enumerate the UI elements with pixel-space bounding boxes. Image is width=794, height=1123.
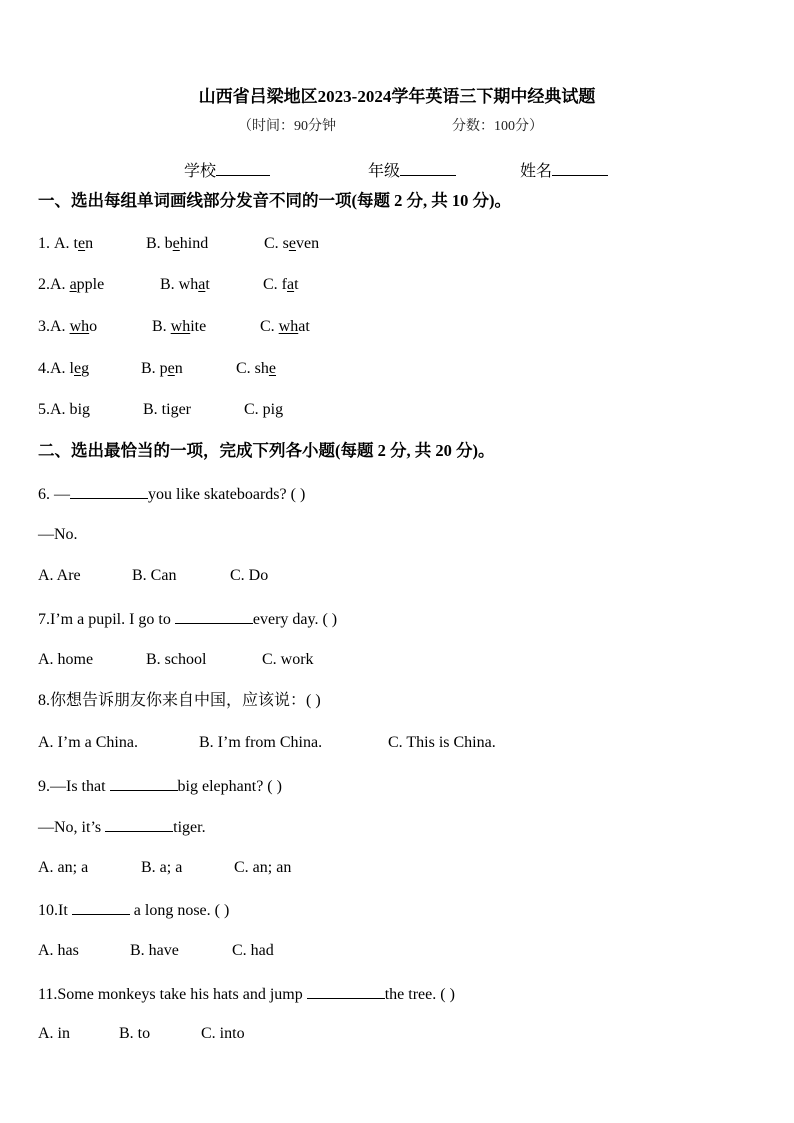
q3-number: 3. [38,318,50,335]
q10-option-a[interactable]: A. has [38,942,79,959]
question-8: 8.你想告诉朋友你来自中国，应该说：( ) [38,692,321,709]
question-10: 10.It a long nose. ( ) [38,899,229,921]
q3-option-c[interactable]: C. what [260,318,310,335]
name-input[interactable] [552,160,608,176]
school-label: 学校 [184,163,217,180]
exam-score: 分数：100分） [452,119,543,134]
page-title: 山西省吕梁地区2023-2024学年英语三下期中经典试题 [198,87,596,106]
q4-number: 4. [38,360,50,377]
q9-blank-2[interactable] [105,816,173,832]
q2-option-a[interactable]: A. apple [50,276,105,293]
grade-field [368,160,456,182]
q1-option-c[interactable]: C. seven [264,235,320,252]
q7-option-b[interactable]: B. school [146,651,207,668]
question-5 [38,400,90,420]
question-7: 7.I’m a pupil. I go to every day. ( ) [38,608,337,630]
school-field [184,160,270,182]
question-1 [38,234,93,254]
q8-option-b[interactable]: B. I’m from China. [199,734,323,751]
q4-option-c[interactable]: C. she [236,360,277,377]
q5-option-a[interactable]: A. big [50,401,91,418]
question-4 [38,359,89,379]
q11-option-b[interactable]: B. to [119,1025,151,1042]
question-2 [38,275,104,295]
q5-option-c[interactable]: C. pig [244,401,284,418]
section-2-heading: 二、选出最恰当的一项，完成下列各小题(每题 2 分, 共 20 分)。 [38,441,495,460]
q6-blank[interactable] [70,483,148,499]
grade-label: 年级 [368,163,401,180]
q10-blank[interactable] [72,899,130,915]
q1-option-a[interactable]: A. ten [54,235,94,252]
q6-option-b[interactable]: B. Can [132,567,177,584]
q9-option-a[interactable]: A. an; a [38,859,89,876]
q11-blank[interactable] [307,983,385,999]
q10-option-b[interactable]: B. have [130,942,179,959]
q11-option-c[interactable]: C. into [201,1025,245,1042]
q3-option-b[interactable]: B. white [152,318,207,335]
exam-time: （时间：90分钟 [238,119,336,134]
q7-option-a[interactable]: A. home [38,651,94,668]
q5-number: 5. [38,401,50,418]
q3-option-a[interactable]: A. who [50,318,98,335]
q7-blank[interactable] [175,608,253,624]
q8-option-a[interactable]: A. I’m a China. [38,734,138,751]
question-11: 11.Some monkeys take his hats and jump the tree. ( ) [38,983,455,1005]
grade-input[interactable] [400,160,456,176]
q7-option-c[interactable]: C. work [262,651,314,668]
q4-option-a[interactable]: A. leg [50,360,90,377]
q8-option-c[interactable]: C. This is China. [388,734,496,751]
question-6: 6. — you like skateboards? ( ) [38,483,305,505]
question-3 [38,317,97,337]
q11-option-a[interactable]: A. in [38,1025,70,1042]
q6-option-c[interactable]: C. Do [230,567,269,584]
q1-number: 1. [38,235,54,252]
section-1-heading: 一、选出每组单词画线部分发音不同的一项(每题 2 分, 共 10 分)。 [38,191,511,210]
q2-number: 2. [38,276,50,293]
question-9: 9.—Is that big elephant? ( ) [38,775,282,797]
name-label: 姓名 [520,163,553,180]
q2-option-c[interactable]: C. fat [263,276,299,293]
name-field [520,160,608,182]
q9-blank-1[interactable] [110,775,178,791]
q4-option-b[interactable]: B. pen [141,360,183,377]
q9-response: —No, it’s tiger. [38,816,206,838]
q5-option-b[interactable]: B. tiger [143,401,192,418]
q10-option-c[interactable]: C. had [232,942,274,959]
q9-option-b[interactable]: B. a; a [141,859,183,876]
school-input[interactable] [216,160,270,176]
q2-option-b[interactable]: B. what [160,276,210,293]
q6-response: —No. [38,526,78,543]
q6-option-a[interactable]: A. Are [38,567,81,584]
q1-option-b[interactable]: B. behind [146,235,209,252]
q9-option-c[interactable]: C. an; an [234,859,292,876]
